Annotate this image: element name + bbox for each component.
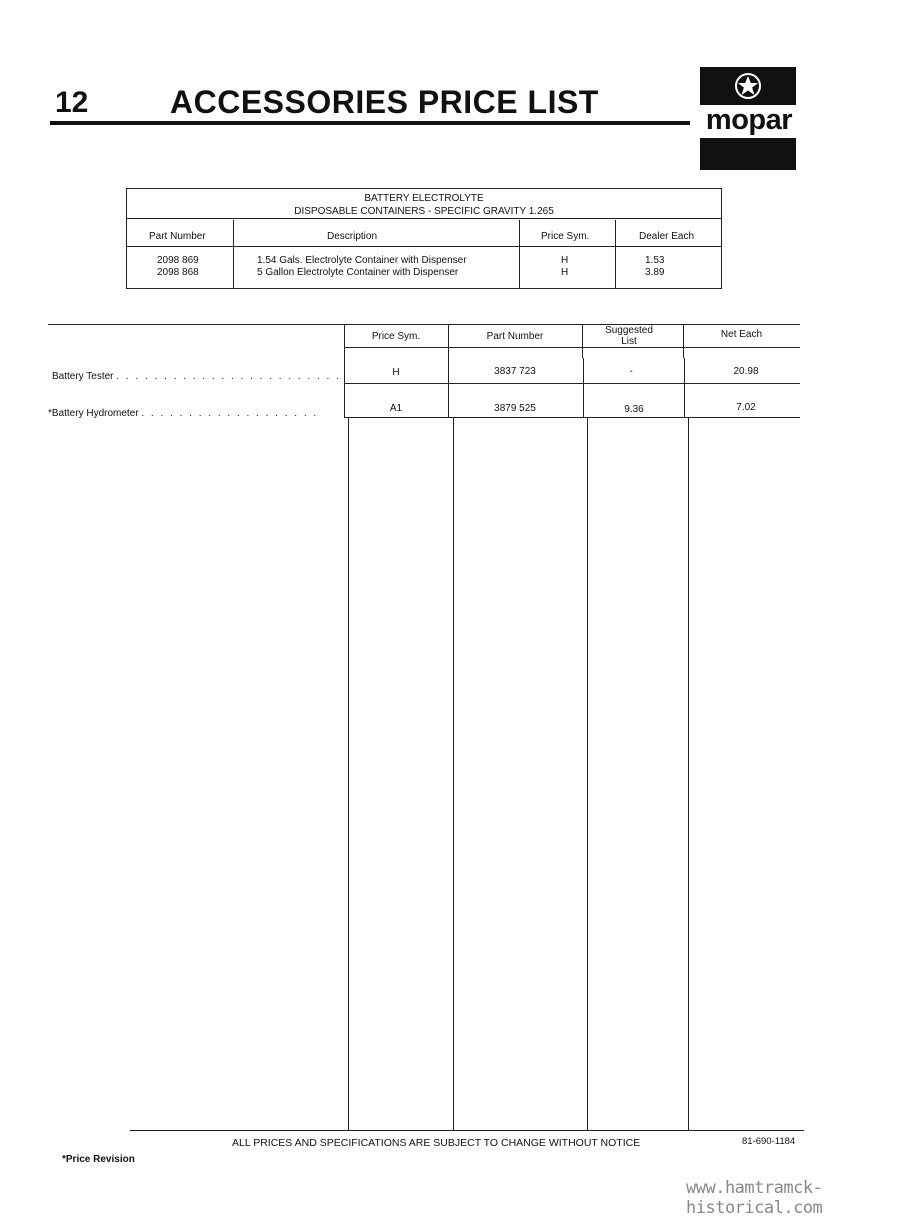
dealer-each: 3.89 (645, 267, 665, 278)
description: 5 Gallon Electrolyte Container with Dispenser (257, 267, 459, 278)
part-number: 2098 869 (157, 255, 199, 266)
pentastar-icon (734, 72, 762, 100)
page-title: ACCESSORIES PRICE LIST (170, 84, 599, 120)
part-number: 3879 525 (494, 403, 536, 414)
suggested-list: 9.36 (624, 404, 644, 415)
dot-leader: . . . . . . . . . . . . . . . . . . . . . . . . (116, 371, 341, 382)
row-rule (344, 383, 800, 384)
pentastar-logo (700, 67, 796, 105)
page-number: 12 (55, 86, 89, 119)
price-sym: H (561, 267, 569, 278)
column-header-net-each: Net Each (720, 329, 763, 340)
item-name: Battery Tester (52, 371, 114, 382)
table-row (561, 255, 568, 279)
footnote: *Price Revision (62, 1154, 135, 1165)
part-number: 2098 868 (157, 267, 199, 278)
header-rule (344, 347, 800, 348)
row-label-battery-hydrometer (48, 408, 318, 419)
header-rule (127, 246, 721, 247)
column-divider (448, 358, 449, 418)
row-label-battery-tester (52, 371, 341, 382)
column-divider (583, 358, 584, 418)
column-header-part-number: Part Number (149, 231, 206, 242)
price-sym: H (392, 367, 400, 378)
column-divider (688, 418, 689, 1130)
title-rule (50, 121, 690, 125)
column-divider (233, 220, 234, 288)
column-header-part-number: Part Number (486, 331, 544, 342)
column-divider (453, 418, 454, 1130)
table-top-rule (48, 324, 800, 325)
column-divider (344, 358, 345, 418)
column-header-description: Description (327, 231, 378, 242)
column-divider (615, 220, 616, 288)
column-divider (519, 220, 520, 288)
column-header-price-sym: Price Sym. (371, 331, 421, 342)
column-divider (348, 418, 349, 1130)
column-header-price-sym: Price Sym. (541, 231, 590, 242)
price-sym: H (561, 255, 569, 266)
dealer-each: 1.53 (645, 255, 665, 266)
column-divider (684, 358, 685, 418)
list-label: List (621, 336, 637, 347)
table-row (645, 255, 664, 279)
electrolyte-table (126, 188, 722, 289)
column-divider (587, 418, 588, 1130)
watermark: www.hamtramck-historical.com (686, 1178, 823, 1218)
net-each: 20.98 (733, 366, 759, 377)
price-notice: ALL PRICES AND SPECIFICATIONS ARE SUBJECT TO CHANGE WITHOUT NOTICE (232, 1137, 641, 1149)
table-row (157, 255, 199, 279)
document-code: 81-690-1184 (742, 1136, 796, 1147)
logo-block (700, 138, 796, 170)
brand-logo-text: mopar (705, 104, 793, 136)
column-header-dealer-each: Dealer Each (639, 231, 695, 242)
table-row (257, 255, 467, 279)
electrolyte-title-line2: DISPOSABLE CONTAINERS - SPECIFIC GRAVITY 1.265 (294, 206, 554, 217)
dot-leader: . . . . . . . . . . . . . . . . . . . (141, 408, 319, 419)
net-each: 7.02 (736, 402, 756, 413)
price-sym: A1 (389, 403, 403, 414)
suggested-label: Suggested (605, 325, 653, 336)
description: 1.54 Gals. Electrolyte Container with Dispenser (257, 255, 467, 266)
item-name: *Battery Hydrometer (48, 408, 139, 419)
table-bottom-rule (130, 1130, 804, 1131)
part-number: 3837 723 (494, 366, 536, 377)
suggested-list: - (629, 366, 633, 377)
electrolyte-title-line1: BATTERY ELECTROLYTE (364, 193, 484, 204)
electrolyte-table-title (127, 189, 721, 219)
row-rule (344, 417, 800, 418)
column-header-suggested-list (582, 325, 676, 347)
